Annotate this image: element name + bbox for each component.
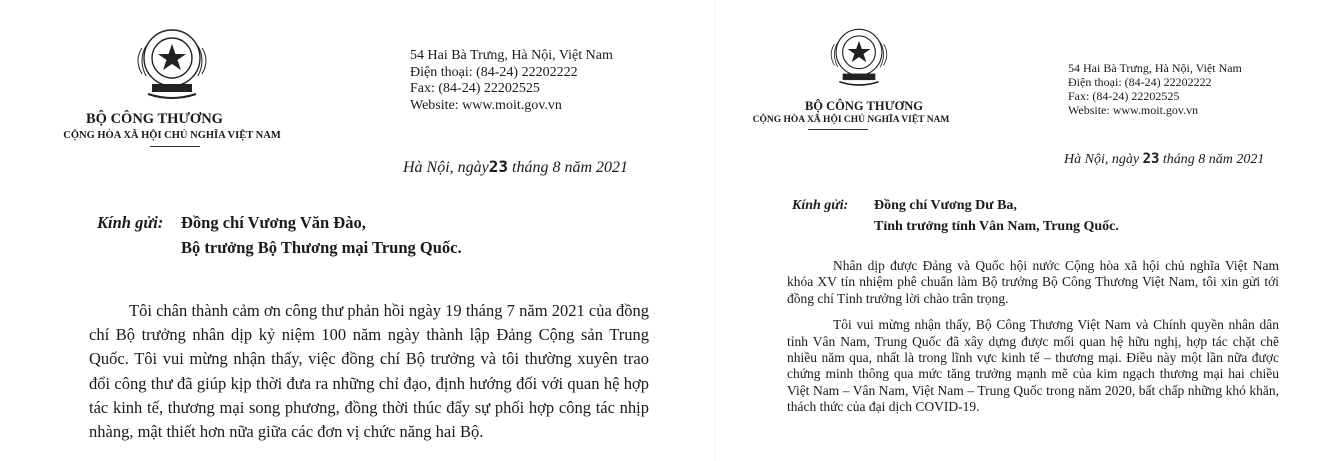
body-paragraph: Nhân dịp được Đảng và Quốc hội nước Cộng hòa xã hội chủ nghĩa Việt Nam khóa XV tín nhiệm phê chuẩn làm Bộ trưởng Bộ Công Thương Việt Nam, tôi xin gửi tới đồng chí Tỉnh trưởng lời chào trân trọng. bbox=[787, 258, 1279, 306]
date-suffix: tháng 8 năm 2021 bbox=[508, 159, 629, 176]
header-rule bbox=[808, 129, 868, 130]
ministry-name: BỘ CÔNG THƯƠNG bbox=[804, 99, 924, 113]
recipient-title: Bộ trưởng Bộ Thương mại Trung Quốc. bbox=[181, 238, 462, 257]
date-day: 23 bbox=[1142, 151, 1160, 167]
republic-name: CỘNG HÒA XÃ HỘI CHỦ NGHĨA VIỆT NAM bbox=[752, 115, 950, 125]
contact-website: Website: www.moit.gov.vn bbox=[410, 97, 562, 113]
national-emblem-icon bbox=[128, 24, 216, 106]
contact-fax: Fax: (84-24) 22202525 bbox=[1068, 89, 1180, 104]
national-emblem-icon bbox=[823, 24, 895, 92]
republic-name: CỘNG HÒA XÃ HỘI CHỦ NGHĨA VIỆT NAM bbox=[63, 130, 281, 141]
body-paragraph: Tôi chân thành cảm ơn công thư phản hồi ngày 19 tháng 7 năm 2021 của đồng chí Bộ trưởng nhân dịp kỷ niệm 100 năm ngày thành lập Đảng Cộng sản Trung Quốc. Tôi vui mừng nhận thấy, việc đồng chí Bộ trưởng và tôi thường xuyên trao đổi công thư đã giúp kịp thời đưa ra những chỉ đạo, định hướng đối với quan hệ hợp tác kinh tế, thương mại song phương, đồng thời thúc đẩy sự phối hợp công tác nhịp nhàng, mật thiết hơn nữa giữa các đơn vị chức năng hai Bộ. bbox=[89, 301, 649, 442]
contact-phone: Điện thoại: (84-24) 22202222 bbox=[410, 64, 578, 80]
letter-body bbox=[89, 299, 649, 444]
body-paragraph: Tôi vui mừng nhận thấy, Bộ Công Thương Việt Nam và Chính quyền nhân dân tỉnh Vân Nam, Trung Quốc đã xây dựng được mối quan hệ hữu nghị, hợp tác chặt chẽ nhiều năm qua, nhất là trong lĩnh vực kinh tế – thương mại. Điều này một lần nữa được chứng minh thông qua mức tăng trưởng mạnh mẽ của kim ngạch thương mại hai chiều Việt Nam – Vân Nam, Việt Nam – Trung Quốc trong năm 2020, bất chấp những khó khăn, thách thức của đại dịch COVID-19. bbox=[787, 317, 1279, 415]
salutation-label: Kính gửi: bbox=[792, 198, 849, 213]
letter-date bbox=[403, 157, 628, 177]
ministry-name: BỘ CÔNG THƯƠNG bbox=[86, 111, 223, 127]
contact-block bbox=[1068, 61, 1242, 118]
letter-body bbox=[787, 258, 1279, 416]
contact-address: 54 Hai Bà Trưng, Hà Nội, Việt Nam bbox=[410, 48, 613, 63]
letter-date bbox=[1064, 151, 1264, 168]
recipient-title: Tỉnh trưởng tỉnh Vân Nam, Trung Quốc. bbox=[874, 219, 1119, 234]
date-suffix: tháng 8 năm 2021 bbox=[1159, 152, 1265, 167]
recipient-name: Đồng chí Vương Dư Ba, bbox=[874, 198, 1017, 213]
recipient-name: Đồng chí Vương Văn Đào, bbox=[181, 213, 366, 232]
header-rule bbox=[150, 146, 200, 147]
date-day: 23 bbox=[488, 157, 509, 176]
salutation-label: Kính gửi: bbox=[97, 213, 164, 232]
date-prefix: Hà Nội, ngày bbox=[1064, 152, 1143, 167]
contact-fax: Fax: (84-24) 22202525 bbox=[410, 81, 540, 97]
letter-to-yunnan-governor bbox=[716, 0, 1333, 461]
contact-phone: Điện thoại: (84-24) 22202222 bbox=[1068, 75, 1212, 90]
contact-block bbox=[410, 48, 613, 114]
contact-address: 54 Hai Bà Trưng, Hà Nội, Việt Nam bbox=[1068, 61, 1242, 75]
date-prefix: Hà Nội, ngày bbox=[403, 159, 489, 176]
contact-website: Website: www.moit.gov.vn bbox=[1068, 103, 1199, 118]
